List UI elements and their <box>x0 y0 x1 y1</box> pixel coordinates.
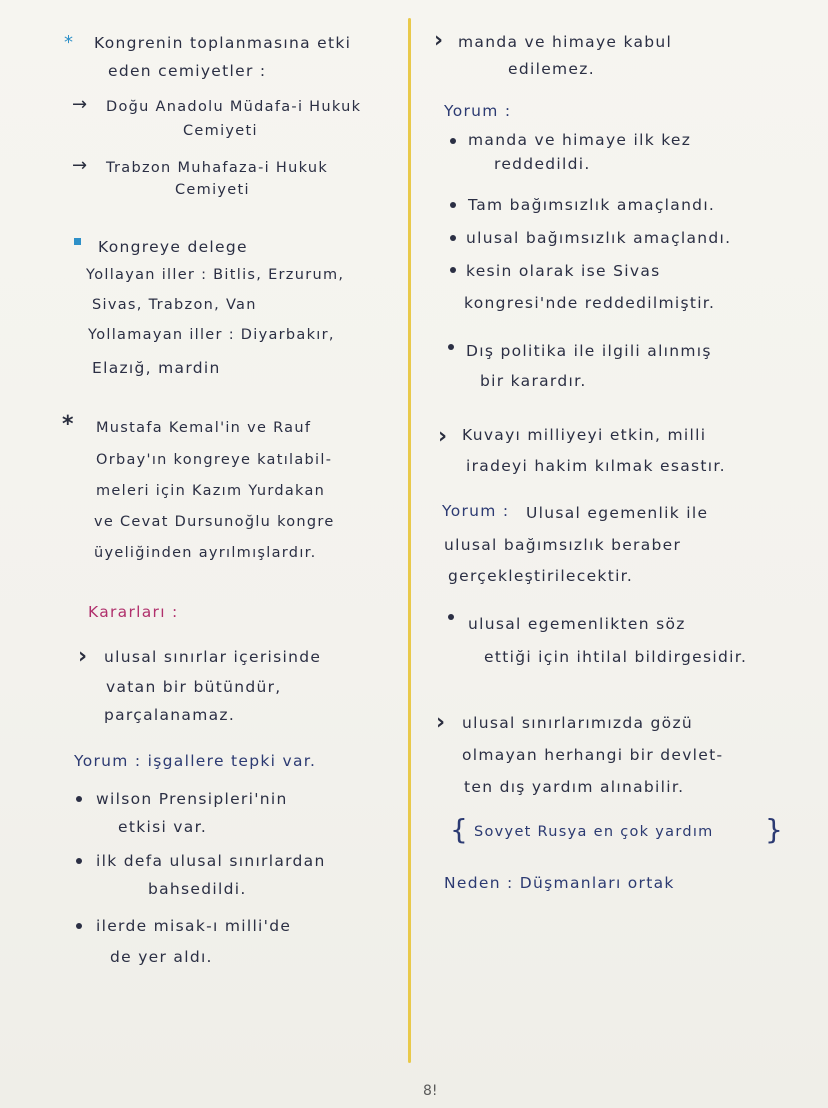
dot-bullet <box>76 858 82 864</box>
asterisk-marker: * <box>64 32 73 53</box>
asterisk-marker: * <box>62 412 74 437</box>
dot-bullet <box>450 138 456 144</box>
y1-line1: wilson Prensipleri'nin <box>96 790 288 808</box>
s3-line1: Mustafa Kemal'in ve Rauf <box>96 420 312 436</box>
b6-line1: ulusal egemenlikten söz <box>468 615 686 633</box>
b2-text: Tam bağımsızlık amaçlandı. <box>468 196 716 214</box>
y3-line1: ilerde misak-ı milli'de <box>96 917 292 935</box>
dot-bullet <box>448 344 454 350</box>
chevron-right-icon: › <box>434 28 444 53</box>
s3-line2: Orbay'ın kongreye katılabil- <box>96 452 333 468</box>
page-number: 8! <box>423 1083 438 1099</box>
r3-line1: ulusal sınırlarımızda gözü <box>462 714 694 732</box>
s3-line4: ve Cevat Dursunoğlu kongre <box>94 514 335 530</box>
item1-line1: Doğu Anadolu Müdafa-i Hukuk <box>106 99 362 115</box>
k1-line2: vatan bir bütündür, <box>106 678 282 696</box>
yorum2-line1: Ulusal egemenlik ile <box>526 504 709 522</box>
brace-text: Sovyet Rusya en çok yardım <box>474 824 714 840</box>
r1-line2: edilemez. <box>508 60 595 78</box>
yorum2-line3: gerçekleştirilecektir. <box>448 567 634 585</box>
arrow-right-icon: → <box>72 155 88 176</box>
y2-line2: bahsedildi. <box>148 880 247 898</box>
b5-line2: bir karardır. <box>480 372 587 390</box>
y3-line2: de yer aldı. <box>110 948 213 966</box>
r1-line1: manda ve himaye kabul <box>458 33 673 51</box>
r2-line2: iradeyi hakim kılmak esastır. <box>466 457 726 475</box>
chevron-right-icon: › <box>438 424 448 449</box>
s1-title-line1: Kongrenin toplanmasına etki <box>94 34 352 52</box>
dot-bullet <box>76 923 82 929</box>
b1-line1: manda ve himaye ilk kez <box>468 131 692 149</box>
r2-line1: Kuvayı milliyeyi etkin, milli <box>462 426 707 444</box>
s1-title-line2: eden cemiyetler : <box>108 62 267 80</box>
neden-line: Neden : Düşmanları ortak <box>444 874 675 892</box>
yorum-heading: Yorum : <box>444 102 512 120</box>
yorum-line: Yorum : işgallere tepki var. <box>74 752 317 770</box>
square-bullet <box>74 238 81 245</box>
item2-line2: Cemiyeti <box>175 182 250 198</box>
brace-open: { <box>450 813 468 846</box>
dot-bullet <box>450 267 456 273</box>
b5-line1: Dış politika ile ilgili alınmış <box>466 342 712 360</box>
dot-bullet <box>448 614 454 620</box>
y2-line1: ilk defa ulusal sınırlardan <box>96 852 326 870</box>
y1-line2: etkisi var. <box>118 818 208 836</box>
kararlar-heading: Kararları : <box>88 603 179 621</box>
dot-bullet <box>76 796 82 802</box>
yorum2-label: Yorum : <box>442 502 510 520</box>
s3-line3: meleri için Kazım Yurdakan <box>96 483 326 499</box>
chevron-right-icon: › <box>436 710 446 735</box>
arrow-right-icon: → <box>72 94 88 115</box>
yorum2-line2: ulusal bağımsızlık beraber <box>444 536 682 554</box>
brace-close: } <box>765 813 783 846</box>
b4-line1: kesin olarak ise Sivas <box>466 262 661 280</box>
s2-line5: Elazığ, mardin <box>92 359 221 377</box>
s2-line2: Yollayan iller : Bitlis, Erzurum, <box>86 267 345 283</box>
dot-bullet <box>450 202 456 208</box>
b1-line2: reddedildi. <box>494 155 591 173</box>
chevron-right-icon: › <box>78 644 88 669</box>
r3-line3: ten dış yardım alınabilir. <box>464 778 685 796</box>
b3-text: ulusal bağımsızlık amaçlandı. <box>466 229 732 247</box>
b4-line2: kongresi'nde reddedilmiştir. <box>464 294 716 312</box>
s2-line3: Sivas, Trabzon, Van <box>92 297 257 313</box>
k1-line1: ulusal sınırlar içerisinde <box>104 648 322 666</box>
s3-line5: üyeliğinden ayrılmışlardır. <box>94 545 317 561</box>
s2-line4: Yollamayan iller : Diyarbakır, <box>88 327 335 343</box>
r3-line2: olmayan herhangi bir devlet- <box>462 746 724 764</box>
column-divider <box>408 18 411 1063</box>
b6-line2: ettiği için ihtilal bildirgesidir. <box>484 648 748 666</box>
dot-bullet <box>450 235 456 241</box>
item2-line1: Trabzon Muhafaza-i Hukuk <box>106 160 329 176</box>
s2-line1: Kongreye delege <box>98 238 248 256</box>
k1-line3: parçalanamaz. <box>104 706 236 724</box>
item1-line2: Cemiyeti <box>183 123 258 139</box>
